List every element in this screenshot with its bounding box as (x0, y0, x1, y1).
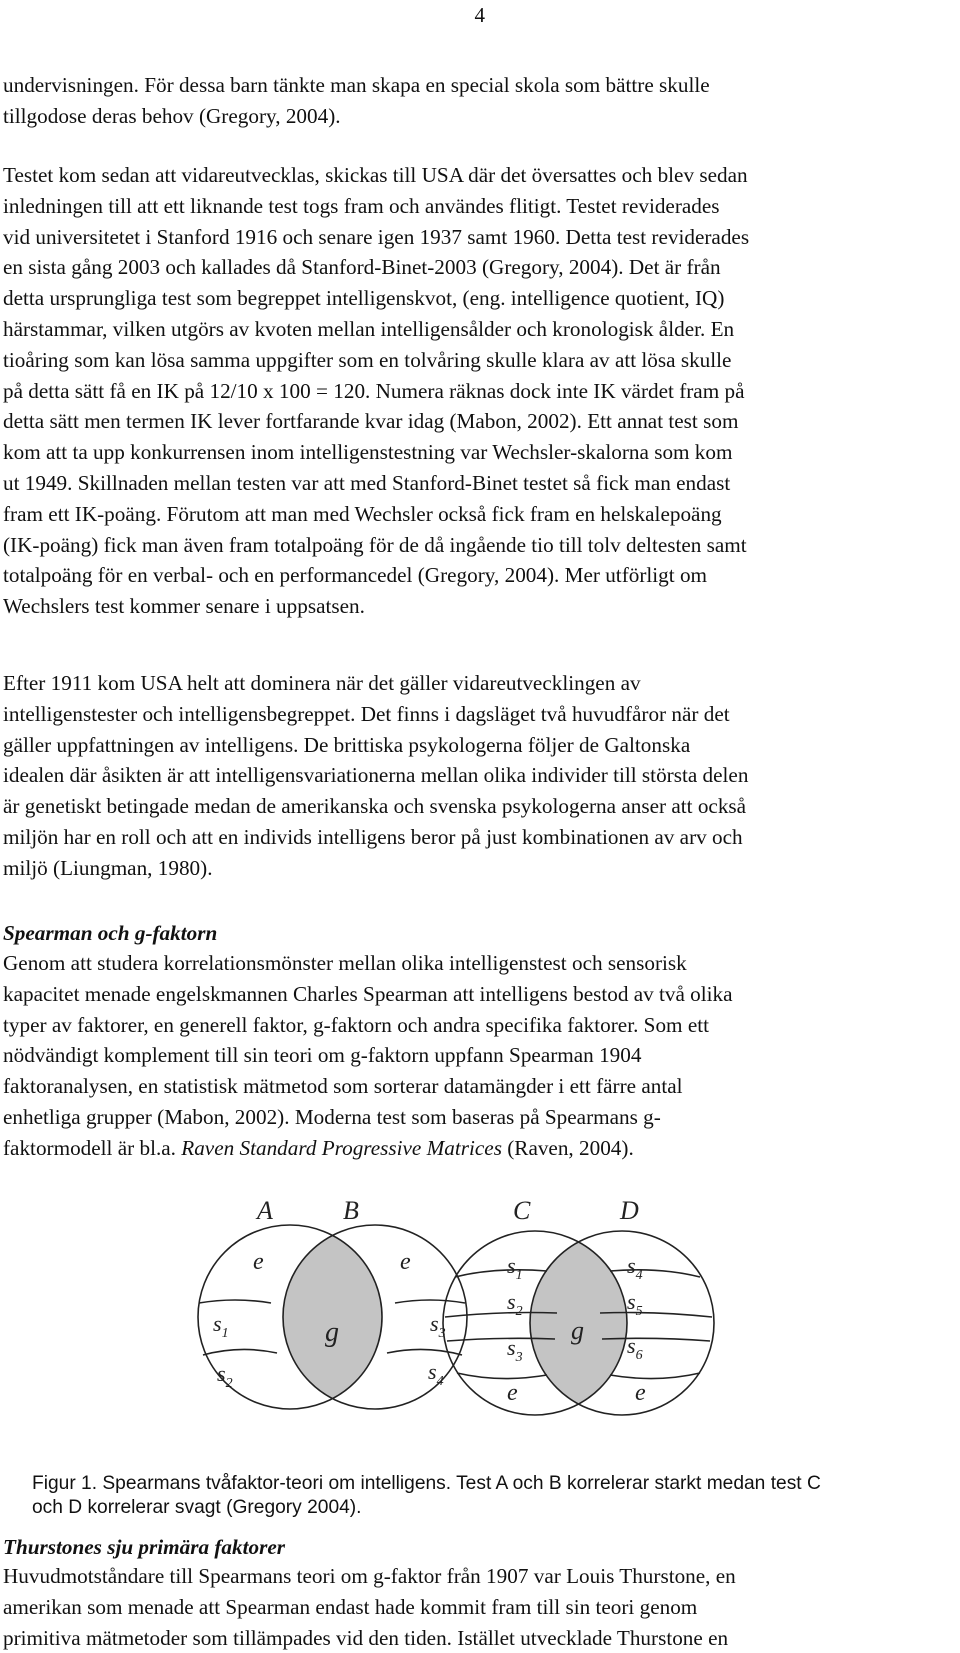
italic-title: Raven Standard Progressive Matrices (181, 1135, 502, 1160)
caption-line: och D korrelerar svagt (Gregory 2004). (32, 1497, 362, 1518)
paragraph-2 (3, 160, 958, 622)
text-line: härstammar, vilken utgörs av kvoten mellan intelligensålder och kronologisk ålder. En (3, 316, 735, 341)
label-g-left: g (325, 1317, 339, 1348)
text-line: typer av faktorer, en generell faktor, g-faktorn och andra specifika faktorer. Som ett (3, 1012, 710, 1037)
s-subscript: 4 (635, 1268, 643, 1283)
text-line: vid universitetet i Stanford 1916 och senare igen 1937 samt 1960. Detta test reviderades (3, 224, 750, 249)
label-e-bottom-right: e (635, 1380, 646, 1406)
s-letter: s (217, 1361, 226, 1386)
text-line: (IK-poäng) fick man även fram totalpoäng för de då ingående tio till tolv deltesten samt (3, 532, 747, 557)
s-subscript: 4 (436, 1374, 444, 1389)
label-s2-ab (217, 1361, 233, 1391)
label-s3-cd (507, 1335, 523, 1365)
divider-line (455, 1270, 547, 1277)
label-s6-cd (627, 1333, 643, 1363)
text-line: nödvändigt komplement till sin teori om g-faktorn uppfann Spearman 1904 (3, 1043, 642, 1068)
divider-line (457, 1373, 547, 1379)
text-line: miljön har en roll och att en individs intelligens beror på just kombinationen av arv och (3, 824, 743, 849)
label-s4-ab (428, 1359, 444, 1389)
label-e-left: e (253, 1249, 264, 1275)
text-line: Wechslers test kommer senare i uppsatsen. (3, 594, 365, 619)
label-s5-cd (627, 1289, 643, 1319)
text-line: intelligenstester och intelligensbegreppet. Det finns i dagsläget två huvudfåror när det (3, 701, 730, 726)
paragraph-5 (3, 1561, 958, 1653)
s-letter: s (507, 1335, 516, 1360)
s-letter: s (213, 1311, 222, 1336)
text-line: totalpoäng för en verbal- och en performancedel (Gregory, 2004). Mer utförligt om (3, 563, 708, 588)
text-line: faktoranalysen, en statistisk mätmetod som sorterar datamängder i ett färre antal (3, 1074, 683, 1099)
text-line-mixed (3, 1133, 958, 1164)
text-line: Huvudmotståndare till Spearmans teori om g-faktor från 1907 var Louis Thurstone, en (3, 1564, 736, 1588)
s-letter: s (428, 1359, 437, 1384)
text-line: en sista gång 2003 och kallades då Stanford-Binet-2003 (Gregory, 2004). Det är från (3, 255, 721, 280)
figure-caption (32, 1472, 942, 1520)
label-e-bottom-left: e (507, 1380, 518, 1406)
text-line: är genetiskt betingade medan de amerikanska och svenska psykologerna anser att också (3, 794, 747, 819)
page-number: 4 (474, 3, 485, 27)
paragraph-3 (3, 668, 958, 884)
s-letter: s (627, 1333, 636, 1358)
text-line: Genom att studera korrelationsmönster mellan olika intelligenstest och sensorisk (3, 951, 687, 975)
label-c: C (513, 1196, 531, 1225)
s-letter: s (507, 1253, 516, 1278)
s-letter: s (430, 1311, 439, 1336)
text-line: Efter 1911 kom USA helt att dominera när det gäller vidareutvecklingen av (3, 671, 641, 695)
label-s1-cd (507, 1253, 523, 1283)
label-e-right: e (400, 1249, 411, 1275)
text-line: enhetliga grupper (Mabon, 2002). Moderna test som baseras på Spearmans g- (3, 1104, 661, 1129)
divider-line (395, 1300, 465, 1303)
paragraph-1 (3, 70, 958, 132)
text-segment: faktormodell är bl.a. (3, 1135, 182, 1160)
s-subscript: 2 (515, 1304, 523, 1319)
text-line: gäller uppfattningen av intelligens. De brittiska psykologerna följer de Galtonska (3, 732, 691, 757)
s-letter: s (627, 1253, 636, 1278)
section-heading-spearman: Spearman och g-faktorn (3, 921, 218, 945)
figure-spearman-diagram (195, 1195, 765, 1420)
right-pair (443, 1196, 714, 1415)
divider-line (199, 1300, 271, 1303)
text-line: idealen där åsikten är att intelligensvariationerna mellan olika individer till största delen (3, 763, 749, 788)
section-heading-thurstone: Thurstones sju primära faktorer (3, 1535, 285, 1559)
text-line: amerikan som menade att Spearman endast hade kommit fram till sin teori genom (3, 1594, 698, 1619)
caption-line: Figur 1. Spearmans tvåfaktor-teori om intelligens. Test A och B korrelerar starkt medan test C (32, 1473, 821, 1494)
label-b: B (343, 1196, 359, 1225)
text-line: tillgodose deras behov (Gregory, 2004). (3, 103, 341, 128)
text-line: kom att ta upp konkurrensen inom intelligenstestning var Wechsler-skalorna som kom (3, 440, 733, 465)
divider-line (610, 1270, 700, 1277)
text-line: ut 1949. Skillnaden mellan testen var att med Stanford-Binet testet så fick man endast (3, 470, 731, 495)
text-line: undervisningen. För dessa barn tänkte man skapa en special skola som bättre skulle (3, 73, 710, 97)
text-line: på detta sätt få en IK på 12/10 x 100 = 120. Numera räknas dock inte IK värdet fram på (3, 378, 745, 403)
venn-diagram (195, 1195, 765, 1420)
text-line: primitiva mätmetoder som tillämpades vid den tiden. Istället utvecklade Thurstone en (3, 1625, 729, 1650)
s-letter: s (507, 1289, 516, 1314)
label-s1-ab (213, 1311, 229, 1341)
text-line: tioåring som kan lösa samma uppgifter som en tolvåring skulle klara av att lösa skulle (3, 347, 732, 372)
s-subscript: 1 (221, 1326, 229, 1341)
label-g-right: g (571, 1316, 584, 1345)
s-letter: s (627, 1289, 636, 1314)
divider-line (610, 1373, 700, 1379)
divider-line (387, 1349, 462, 1355)
text-line: inledningen till att ett liknande test togs fram och användes flitigt. Testet reviderades (3, 193, 720, 218)
label-d: D (620, 1196, 639, 1225)
s-subscript: 3 (438, 1326, 446, 1341)
text-line: detta ursprungliga test som begreppet intelligenskvot, (eng. intelligence quotient, IQ) (3, 286, 725, 311)
s-subscript: 1 (515, 1268, 523, 1283)
label-s2-cd (507, 1289, 523, 1319)
text-line: Testet kom sedan att vidareutvecklas, skickas till USA där det översattes och blev sedan (3, 163, 748, 187)
s-subscript: 6 (635, 1348, 643, 1363)
label-s4-cd (627, 1253, 643, 1283)
overlap-region-cd (530, 1231, 714, 1415)
text-line: kapacitet menade engelskmannen Charles Spearman att intelligens bestod av två olika (3, 981, 733, 1006)
text-segment: (Raven, 2004). (501, 1135, 634, 1160)
s-subscript: 5 (635, 1304, 643, 1319)
left-pair (198, 1196, 467, 1409)
paragraph-4 (3, 948, 958, 1164)
text-line: fram ett IK-poäng. Förutom att man med Wechsler också fick fram en helskalepoäng (3, 501, 722, 526)
text-line: miljö (Liungman, 1980). (3, 855, 213, 880)
divider-line (203, 1349, 277, 1355)
s-subscript: 3 (515, 1350, 523, 1365)
label-a: A (257, 1196, 273, 1225)
text-line: detta sätt men termen IK lever fortfarande kvar idag (Mabon, 2002). Ett annat test som (3, 409, 739, 434)
s-subscript: 2 (225, 1376, 233, 1391)
